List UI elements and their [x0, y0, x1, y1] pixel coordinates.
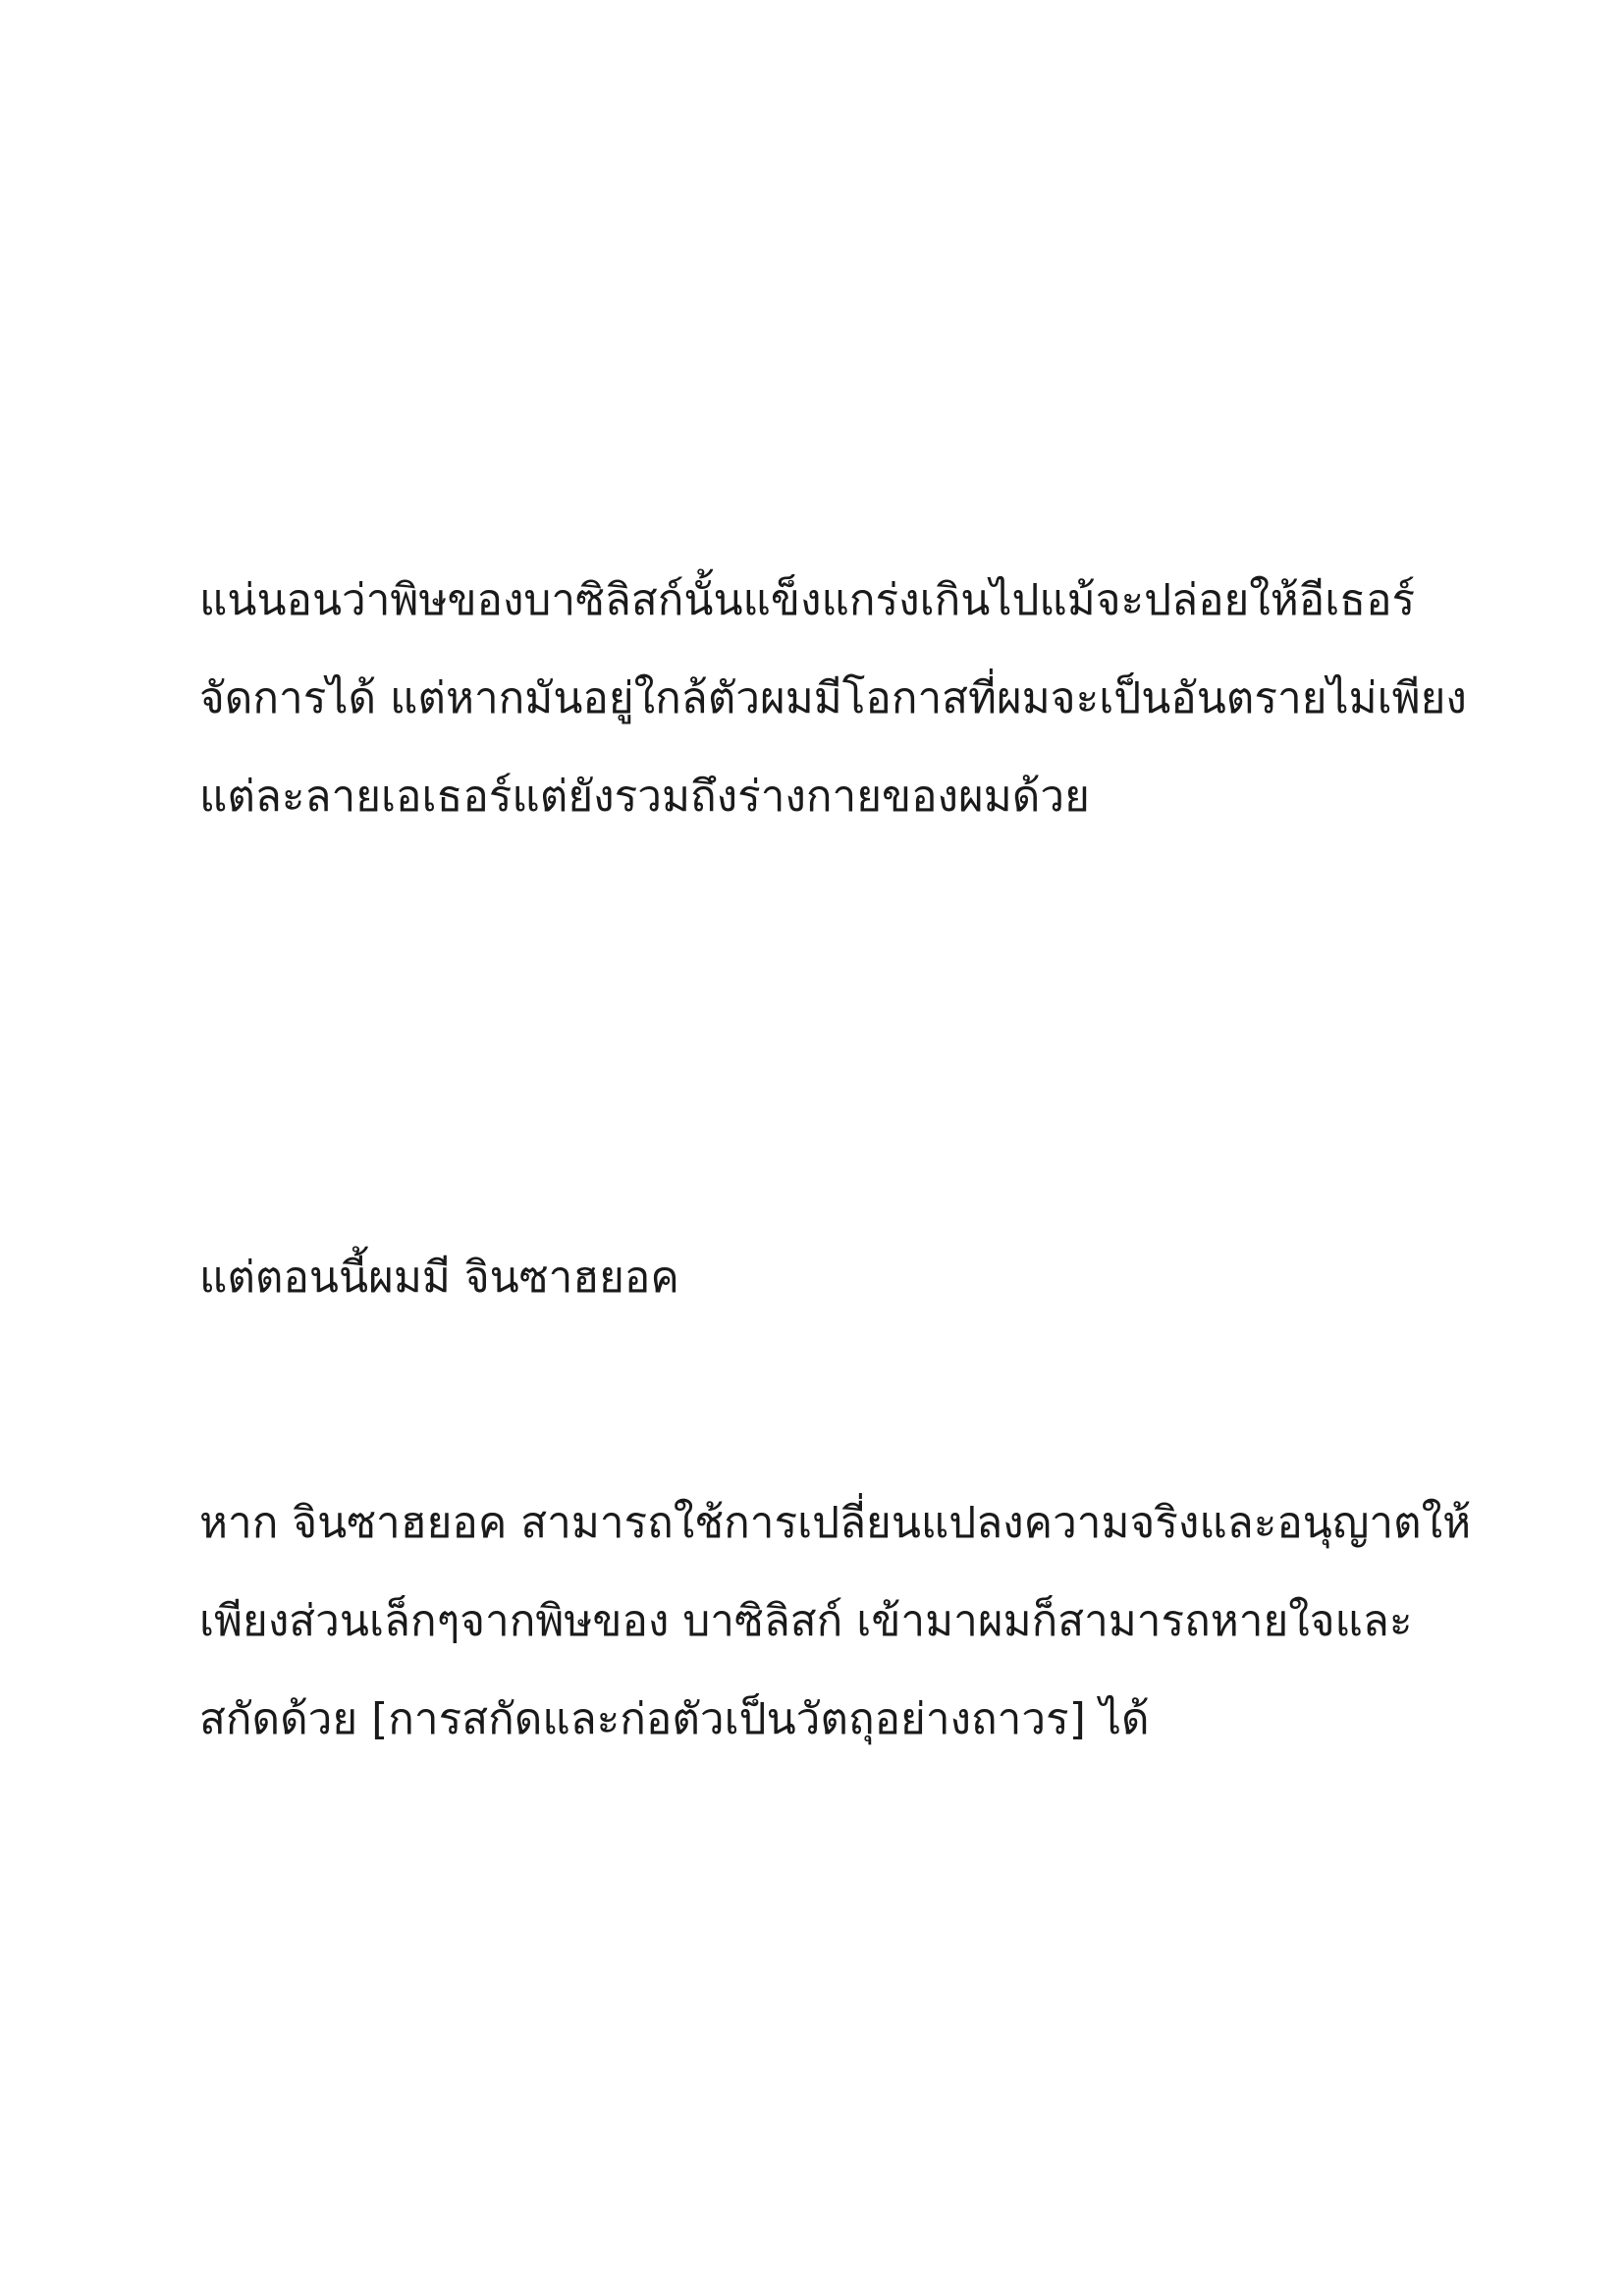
paragraph-3-line-1: หาก จินซาฮยอค สามารถใช้การเปลี่ยนแปลงความจริงและอนุญาตให้ [199, 1498, 1472, 1548]
paragraph-3-line-3: สกัดด้วย [การสกัดและก่อตัวเป็นวัตถุอย่างถาวร] ได้ [199, 1694, 1150, 1744]
paragraph-1-line-2: จัดการได้ แต่หากมันอยู่ใกล้ตัวผมมีโอกาสที่ผมจะเป็นอันตรายไม่เพียง [199, 673, 1467, 723]
paragraph-3-line-2: เพียงส่วนเล็กๆจากพิษของ บาซิลิสก์ เข้ามาผมก็สามารถหายใจและ [199, 1596, 1413, 1646]
paragraph-1-line-3: แต่ละลายเอเธอร์แต่ยังรวมถึงร่างกายของผมด้วย [199, 772, 1090, 822]
paragraph-2-line-1: แต่ตอนนี้ผมมี จินซาฮยอค [199, 1253, 679, 1303]
paragraph-1-line-1: แน่นอนว่าพิษของบาซิลิสก์นั้นแข็งแกร่งเกินไปแม้จะปล่อยให้อีเธอร์ [199, 575, 1416, 625]
